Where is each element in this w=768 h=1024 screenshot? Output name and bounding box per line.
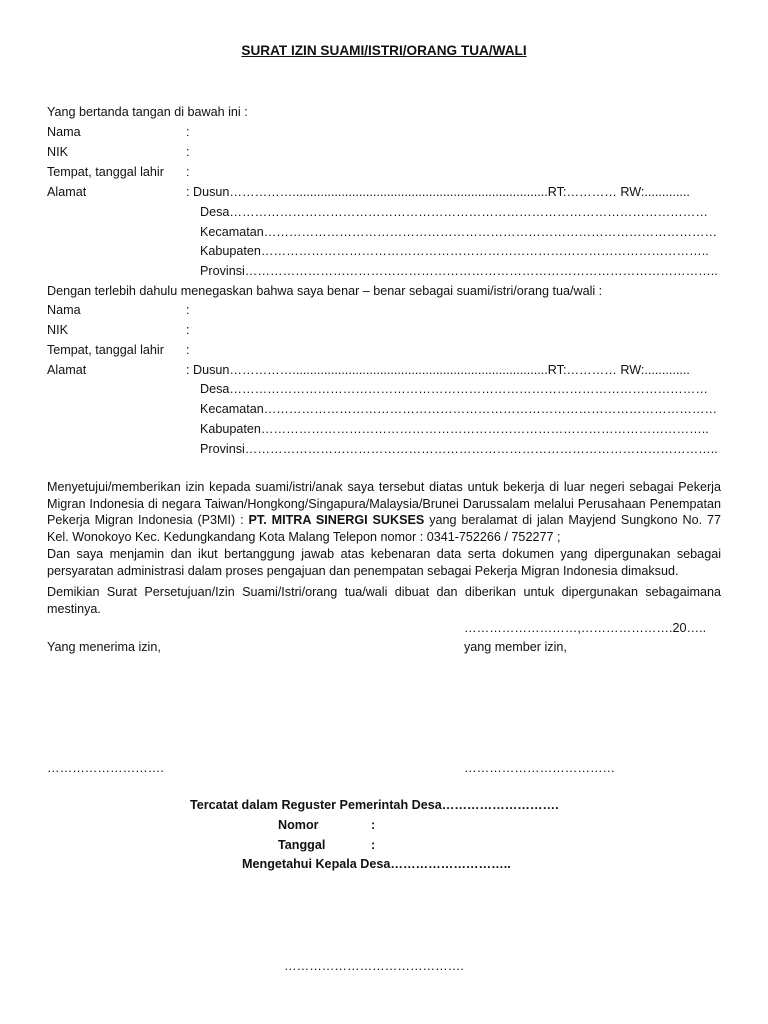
closing-paragraph: Demikian Surat Persetujuan/Izin Suami/Istri/orang tua/wali dibuat dan diberikan untuk dipergunakan sebagaimana mestinya.	[47, 585, 721, 616]
intro-text: Yang bertanda tangan di bawah ini :	[47, 105, 248, 119]
field-colon: :	[186, 323, 190, 337]
registry-tanggal-colon: :	[371, 838, 376, 852]
field-label: Tempat, tanggal lahir	[47, 165, 164, 179]
company-name: PT. MITRA SINERGI SUKSES	[248, 513, 425, 528]
field-dusun-line: : Dusun…………….........................................................................RT:………… RW:.............	[186, 185, 690, 199]
kepala-desa-signature-line: …………………………………….	[284, 959, 464, 973]
field-colon: :	[186, 303, 190, 317]
place-date-line: ………………………,………………….20…..	[464, 621, 707, 635]
intro2-text: Dengan terlebih dahulu menegaskan bahwa saya benar – benar sebagai suami/istri/orang tua/wali :	[47, 284, 603, 298]
field-label: Alamat	[47, 363, 87, 377]
receiver-signature-line: ……………………….	[47, 761, 164, 775]
field-label: Nama	[47, 125, 81, 139]
field-desa-1: Desa……………………………………………………………………………………………………	[200, 205, 708, 219]
field-colon: :	[186, 125, 190, 139]
field-kecamatan-1: Kecamatan………………………………………………………………………………………………	[200, 225, 718, 239]
field-provinsi-2: Provinsi…………………………………………………………………………………………………..	[200, 442, 718, 456]
field-label: Alamat	[47, 185, 87, 199]
registry-nomor-colon: :	[371, 818, 376, 832]
field-label: NIK	[47, 323, 68, 337]
field-kabupaten-1: Kabupaten……………………………………………………………………………………………..	[200, 244, 709, 258]
kepala-desa-line: Mengetahui Kepala Desa………………………..	[242, 857, 511, 871]
receiver-label: Yang menerima izin,	[47, 640, 161, 654]
field-dusun-line: : Dusun…………….........................................................................RT:………… RW:.............	[186, 363, 690, 377]
consent-text-2: yang beralamat di jalan Mayjend Sungkono No. 77 Kel. Wonokoyo Kec. Kedungkandang Kota Malang Telepon nomor : 0341-752266 / 752277 ;	[47, 513, 721, 544]
field-kecamatan-2: Kecamatan………………………………………………………………………………………………	[200, 402, 718, 416]
giver-signature-line: ………………………………	[464, 761, 616, 775]
registry-line: Tercatat dalam Reguster Pemerintah Desa……………………….	[190, 798, 559, 812]
guarantee-paragraph: Dan saya menjamin dan ikut bertanggung jawab atas kebenaran data serta dokumen yang dipergunakan sebagai persyaratan administrasi dalam proses pengajuan dan penempatan sebagai Pekerja Migran Indonesia dimaksud.	[47, 547, 721, 578]
field-label: Tempat, tanggal lahir	[47, 343, 164, 357]
field-desa-2: Desa……………………………………………………………………………………………………	[200, 382, 708, 396]
field-colon: :	[186, 165, 190, 179]
field-label: Nama	[47, 303, 81, 317]
giver-label: yang member izin,	[464, 640, 567, 654]
field-colon: :	[186, 343, 190, 357]
field-label: NIK	[47, 145, 68, 159]
field-kabupaten-2: Kabupaten……………………………………………………………………………………………..	[200, 422, 709, 436]
field-provinsi-1: Provinsi…………………………………………………………………………………………………..	[200, 264, 718, 278]
field-colon: :	[186, 145, 190, 159]
consent-text-1: Menyetujui/memberikan izin kepada suami/istri/anak saya tersebut diatas untuk bekerja di luar negeri sebagai Pekerja Migran Indonesia di negara Taiwan/Hongkong/Singapura/Malaysia/Brunei Darussalam melalui Perusahaan Penempatan Pekerja Migran Indonesia (P3MI) :	[47, 480, 721, 528]
letter-title: SURAT IZIN SUAMI/ISTRI/ORANG TUA/WALI	[241, 43, 527, 58]
registry-tanggal-label: Tanggal	[278, 838, 326, 852]
consent-paragraph	[47, 479, 721, 545]
registry-nomor-label: Nomor	[278, 818, 319, 832]
